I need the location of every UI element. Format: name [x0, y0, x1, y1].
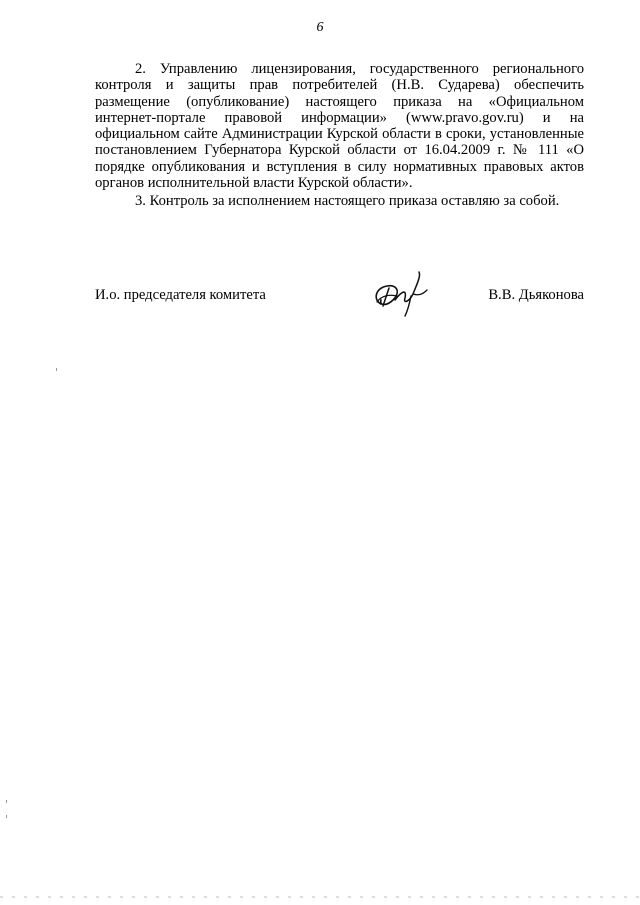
- signatory-position: И.о. председателя комитета: [95, 287, 266, 303]
- scan-speck: [6, 800, 7, 803]
- scan-edge-noise: [0, 895, 640, 899]
- signature-block: [95, 278, 584, 318]
- scan-speck: [6, 815, 7, 818]
- paragraph-3: 3. Контроль за исполнением настоящего приказа оставляю за собой.: [135, 193, 560, 210]
- signatory-name: В.В. Дьяконова: [488, 287, 584, 303]
- page-number: 6: [316, 20, 324, 35]
- document-body: [95, 61, 584, 210]
- paragraph-2: 2. Управлению лицензирования, государственного регионального контроля и защиты прав потребителей (Н.В. Сударева) обеспечить размещение (опубликование) настоящего приказа на «Официальном интернет-портале правовой информации» (www.pravo.gov.ru) и на официальном сайте Администрации Курской области в сроки, установленные постановлением Губернатора Курской области от 16.04.2009 г. № 111 «О порядке опубликования и вступления в силу нормативных правовых актов органов исполнительной власти Курской области».: [95, 61, 584, 192]
- handwritten-signature: [367, 270, 433, 318]
- scan-speck: [56, 368, 57, 371]
